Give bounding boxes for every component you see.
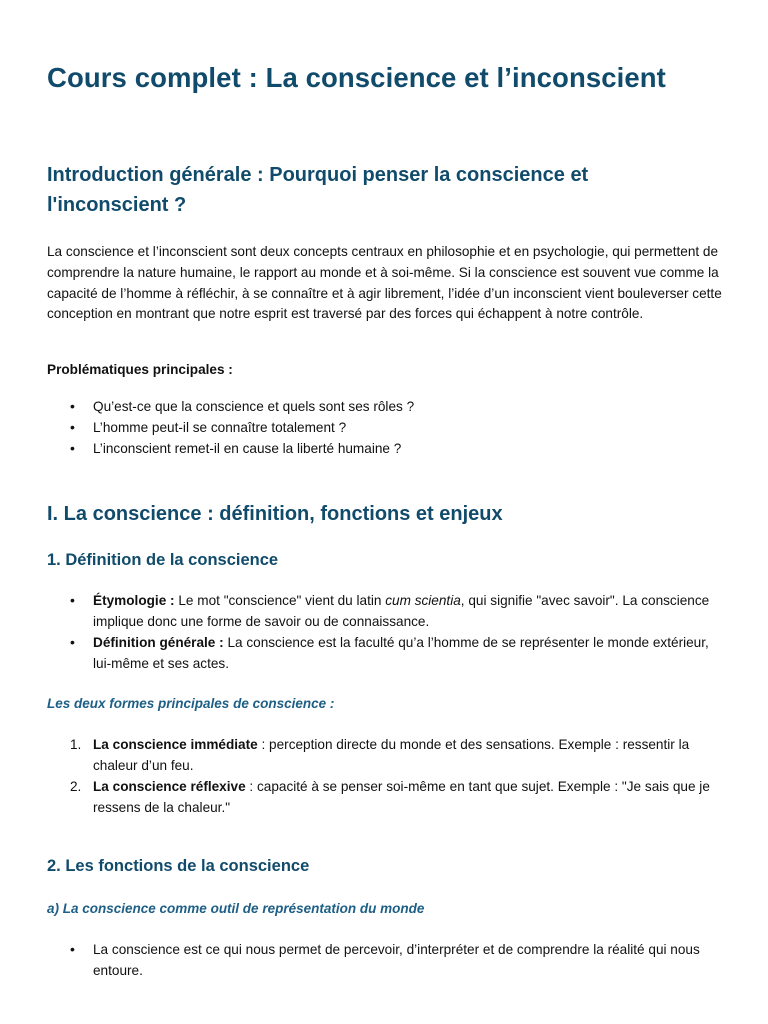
list-item: • Qu’est-ce que la conscience et quels sont ses rôles ?	[0, 396, 730, 417]
item-number: 1.	[70, 737, 82, 752]
intro-heading-line2: l'inconscient ?	[47, 194, 187, 216]
list-item-immediate	[0, 734, 730, 776]
section1-heading: I. La conscience : définition, fonctions et enjeux	[47, 503, 503, 525]
sub2a-heading: a) La conscience comme outil de représentation du monde	[47, 901, 425, 916]
item-text: La conscience est la faculté qu’a l’homme de se représenter le monde extérieur, lui-même et ses actes.	[93, 635, 709, 671]
list-item-reflexive	[0, 776, 730, 818]
intro-paragraph: La conscience et l’inconscient sont deux concepts centraux en philosophie et en psychologie, qui permettent de comprendre la nature humaine, le rapport au monde et à soi-même. Si la conscience est souvent vue comme la capacité de l’homme à réfléchir, à se connaître et à agir librement, l’idée d’un inconscient vient bouleverser cette conception en montrant que notre esprit est traversé par des forces qui échappent à notre contrôle.	[47, 244, 722, 322]
item-italic: cum scientia	[385, 593, 461, 608]
list-item-etymologie	[0, 590, 730, 632]
list-item: • La conscience est ce qui nous permet de percevoir, d’interpréter et de comprendre la réalité qui nous entoure.	[0, 939, 730, 981]
item-label: Définition générale :	[93, 635, 224, 650]
item-number: 2.	[70, 779, 82, 794]
document-title: Cours complet : La conscience et l’inconscient	[47, 62, 666, 93]
intro-heading	[47, 160, 588, 220]
forms-heading: Les deux formes principales de conscience :	[47, 696, 335, 711]
item-label: La conscience réflexive	[93, 779, 246, 794]
list-item: • L’inconscient remet-il en cause la liberté humaine ?	[0, 438, 730, 459]
item-text: : perception directe du monde et des sensations. Exemple : ressentir la chaleur d’un feu.	[93, 737, 690, 773]
item-label: Étymologie :	[93, 593, 175, 608]
intro-heading-line1: Introduction générale : Pourquoi penser la conscience et	[47, 164, 589, 186]
forms-list	[0, 734, 730, 818]
sub1-heading: 1. Définition de la conscience	[47, 551, 279, 569]
problematiques-label: Problématiques principales :	[47, 362, 233, 377]
item-text: : capacité à se penser soi-même en tant que sujet. Exemple : "Je sais que je ressens de la chaleur."	[93, 779, 710, 815]
definition-list	[0, 590, 730, 674]
item-text: Le mot "conscience" vient du latin	[174, 593, 386, 608]
item-text: , qui signifie "avec savoir". La conscience implique donc une forme de savoir ou de connaissance.	[93, 593, 710, 629]
problematiques-list	[0, 396, 730, 459]
list-item: • L’homme peut-il se connaître totalement ?	[0, 417, 730, 438]
list-item-definition	[0, 632, 730, 674]
item-label: La conscience immédiate	[93, 737, 258, 752]
sub2-heading: 2. Les fonctions de la conscience	[47, 857, 310, 875]
sub2a-list	[0, 939, 730, 981]
